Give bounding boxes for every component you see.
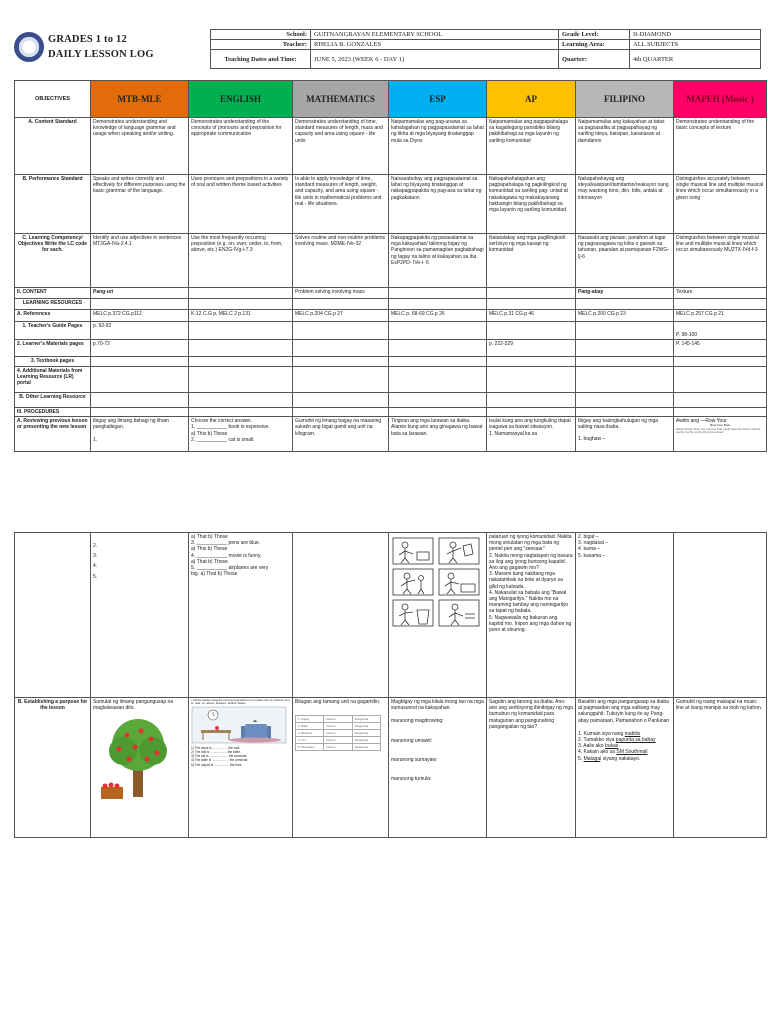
continued-english-line: a) This b) These: [191, 546, 228, 553]
children-activities-illustration: [391, 534, 483, 630]
competency-filipino: Nasasabi ang paraan, panahon at lugar ng pagsasagawa ng kilos o gawain sa tahanan, paaralan at pamayanan F2WG-Ij-6: [576, 234, 674, 288]
learners-materials-mapeh: P. 145-145: [674, 340, 767, 357]
content-mapeh: Texture: [674, 288, 767, 299]
filipino-sentence-4: 4. Kakain ako sa SM Southmall: [578, 749, 648, 756]
continued-english-line: 5. ___________ airplanes are very: [191, 565, 269, 572]
reviewing-ap: [487, 417, 576, 452]
objectives-header: OBJECTIVES: [15, 81, 91, 118]
reviewing-esp: Tingnan ang mga larawan sa ibaba. Alamin kung ano ang ginagawa ng bawat bata sa larawan.: [389, 417, 487, 452]
establishing-esp-item: marunong sumayaw:: [391, 756, 438, 763]
filipino-sentence-1: 1. Kumain siya nang mabilis: [578, 730, 641, 737]
performance-standard-mapeh: Distinguishes accurately between single musical line and multiple musical lines which occur simultaneously in a given song: [674, 175, 767, 234]
unit-choice-table: [295, 715, 381, 751]
content-standard-mtb: Demonstrates understanding and knowledge of language grammar and usage when speaking and/or writing.: [91, 118, 189, 175]
room-illustration: [191, 706, 287, 744]
unit-table-cell: Kilograma: [352, 730, 380, 737]
reviewing-filipino-text: Ibigay ang kasingkahulugan ng mga salitng nasa ibaba.: [578, 418, 659, 431]
continued-esp-illustration: [389, 533, 487, 698]
header-filipino: FILIPINO: [576, 81, 674, 118]
references-esp: MELC p. 68-69 CG.p 26: [389, 310, 487, 322]
performance-standard-ap: Nakapahahalagahan ang pagpapahalaga ng pagkilingkod ng komunidad sa sariling pag- unlad at nakakagawa ng makakayanang hakbangin bilang pakikibahagi sa mga layunin ng sariling komunidad: [487, 175, 576, 234]
reviewing-mtb-item: 1.: [93, 436, 98, 443]
establishing-mtb-text: Sumulat ng limang pangungusap na maglalarawan dito.: [93, 699, 174, 712]
teachers-guide-mapeh: P. 98-100: [674, 322, 767, 340]
content-standard-ap: Naipamamalas ang pagpapahalaga sa kagalingang pansibiko bilang pakikibahagi sa mga layunin ng sariling komunidad: [487, 118, 576, 175]
references-filipino: MELC p.200 CG.p 23: [576, 310, 674, 322]
establishing-english-item: 3) The cat is ..................... the armchair.: [191, 754, 248, 759]
continued-mtb-item: 5.: [93, 573, 98, 580]
row-label-content-standard: A. Content Standard: [15, 118, 91, 175]
establishing-esp-item: marunong tumula:: [391, 776, 432, 783]
establishing-esp: [389, 698, 487, 838]
row-label-establishing: B. Establishing a purpose for the lesson: [15, 698, 91, 838]
title-grades: GRADES 1 to 12: [48, 34, 127, 45]
quarter-value: 4th QUARTER: [630, 50, 761, 69]
continued-filipino: [576, 533, 674, 698]
unit-table-cell: Kilograma: [352, 737, 380, 744]
content-ap: [487, 288, 576, 299]
deped-seal-logo: [14, 32, 44, 62]
content-filipino: Pang-abay: [576, 288, 674, 299]
continued-mtb-item: 2.: [93, 543, 98, 549]
content-standard-esp: Naipamamalas ang pag-unawa sa kahalagahan ng pagpapasalamat sa lahat ng likha at mga biyayang tinatanggap mula sa Diyos: [389, 118, 487, 175]
continued-filipino-item: 4. kama –: [578, 546, 600, 553]
continued-filipino-item: 2. bigat –: [578, 534, 599, 540]
reviewing-english: [189, 417, 293, 452]
teacher-value: RHELIA B. GONZALES: [311, 40, 559, 50]
learning-resources-label: LEARNING RESOURCES: [15, 299, 91, 310]
establishing-english-item: 2) The ball is ................... the table.: [191, 750, 241, 754]
dates-value: JUNE 5, 2023 (WEEK 6 - DAY 1): [311, 50, 559, 69]
unit-table-cell: 2. Bata: [296, 723, 324, 730]
reviewing-filipino: [576, 417, 674, 452]
unit-table-cell: Gramo: [324, 723, 352, 730]
content-standard-english: Demonstrates understanding of the concepts of pronouns and preposition for appropriate communication: [189, 118, 293, 175]
reviewing-english-q1-options: a) This b) These: [191, 430, 228, 437]
performance-standard-mtb: Speaks and writes correctly and effectively for different purposes using the basic grammar of the language.: [91, 175, 189, 234]
references-mapeh: MELC p.257 CG.p 21: [674, 310, 767, 322]
continued-english-line: big. a) That b) Those: [191, 571, 238, 578]
grade-value: II-DIAMOND: [630, 30, 761, 40]
row-label-competency: C. Learning Competency/ Objectives Write the LC code for each.: [15, 234, 91, 288]
establishing-english-item: 1) The clock is ................. the wall.: [191, 745, 241, 750]
continued-filipino-item: 5. kasama –: [578, 552, 606, 559]
unit-table-cell: 1. Ibigay: [296, 716, 324, 723]
establishing-esp-text: Magbigay ng mga kilala mong tao na mga sumusunod na kakayahan.: [391, 699, 484, 712]
row-label-content: II. CONTENT: [15, 288, 91, 299]
grade-label: Grade Level:: [559, 30, 630, 40]
references-english: K-12 C.G p, MELC 2 p.131: [189, 310, 293, 322]
establishing-mapeh: Gumuhit ng isang makapal na music line at isang manipis sa loob ng kahon.: [674, 698, 767, 838]
row-label-references: A. References: [15, 310, 91, 322]
competency-math: Solves routine and non-routine problems involving mass. M2ME-IVe-32: [293, 234, 389, 288]
establishing-filipino: [576, 698, 674, 838]
establishing-english-item: 5) The carpet is ................. the floor.: [191, 762, 243, 767]
header-info-table: [210, 29, 761, 69]
reviewing-ap-item: 1. Namamasyal ka sa: [489, 430, 538, 437]
unit-table-cell: Gramo: [324, 744, 352, 751]
references-mtb: MELC p.372 CG.p112: [91, 310, 189, 322]
unit-table-cell: 5. Rowaaser: [296, 744, 324, 751]
reviewing-mtb-text: Ibigay ang limang bahagi ng liham pangkaibigan.: [93, 418, 169, 431]
learners-materials-mtb: p.70-72: [91, 340, 189, 357]
competency-english: Use the most frequently occurring preposition (e.g. on, over, under, to, from, above, etc.) EN2G-IVg-i-7.3: [189, 234, 293, 288]
school-value: GUITNANGBAYAN ELEMENTARY SCHOOL: [311, 30, 559, 40]
teacher-label: Teacher:: [211, 40, 311, 50]
establishing-esp-item: marunong umawit:: [391, 737, 433, 744]
content-english: [189, 288, 293, 299]
reviewing-math: Gumuhit ng limang bagay na maaaring sukatin ang bigat gamit ang unit na kilogram.: [293, 417, 389, 452]
content-standard-filipino: Naipamamalas ang kakayahan at tatas sa pagsasalita at pagpapahayag ng sariling ideya, kaisipan, karanasan at damdamin: [576, 118, 674, 175]
apple-tree-illustration: [93, 715, 185, 805]
continued-mtb-item: 4.: [93, 563, 98, 570]
row-label-textbook: 3. Textbook pages: [15, 357, 91, 367]
title-daily-lesson-log: DAILY LESSON LOG: [48, 49, 154, 60]
continued-mtb: [91, 533, 189, 698]
unit-table-cell: Gramo: [324, 716, 352, 723]
references-math: MELC p.204 CG.p 27: [293, 310, 389, 322]
row-label-reviewing: A. Reviewing previous lesson or presenting the new lesson: [15, 417, 91, 452]
establishing-mtb: [91, 698, 189, 838]
lesson-log-table: [14, 80, 767, 452]
song-sheet-title: Row Your Boat: [710, 423, 730, 428]
content-standard-mapeh: Demonstrates understanding of the basic concepts of texture: [674, 118, 767, 175]
row-label-additional-materials: 4. Additional Materials from Learning Resource (LR) portal: [15, 367, 91, 393]
unit-table-cell: 4. Pin: [296, 737, 324, 744]
establishing-math: [293, 698, 389, 838]
reviewing-mtb: [91, 417, 189, 452]
reviewing-mapeh: [674, 417, 767, 452]
row-label-learners-materials: 2. Learner's Materials pages: [15, 340, 91, 357]
performance-standard-esp: Naisasabuhay ang pagpapasalamat sa lahat ng biyayang tinatanggap at nakapagpapakita ng pag-asa sa lahat ng pagkakataon: [389, 175, 487, 234]
unit-table-cell: Kilograma: [352, 716, 380, 723]
performance-standard-filipino: Nakapahahayag ang ideya/kaisipan/damdamin/reaksyon nang may wastong tono, diin, bilis, antala at intonasyon: [576, 175, 674, 234]
learners-materials-ap: p. 222-229: [487, 340, 576, 357]
header-mathematics: MATHEMATICS: [293, 81, 389, 118]
reviewing-english-instruction: Choose the correct answer.: [191, 418, 252, 425]
unit-table-cell: Kilograma: [352, 744, 380, 751]
reviewing-english-q2: 2. ___________ cat is small.: [191, 436, 255, 443]
filipino-sentence-2: 2. Tumakbo siya papunta sa bahay: [578, 737, 656, 744]
filipino-sentence-3: 3. Aalis ako bukas: [578, 743, 619, 750]
row-label-other-resources: B. Other Learning Resource: [15, 393, 91, 408]
establishing-math-text: Bilugan ang tamang unit na gagamitin.: [295, 699, 381, 705]
continued-english: [189, 533, 293, 698]
continued-mtb-item: 3.: [93, 553, 98, 560]
teachers-guide-mtb: p. 92-92: [91, 322, 189, 340]
continued-english-line: a) That b) Those: [191, 558, 228, 565]
continued-english-line: a) That b) Those: [191, 534, 228, 540]
header-mapeh: MAPEH (Music ): [674, 81, 767, 118]
school-label: School:: [211, 30, 311, 40]
row-label-teachers-guide: 1. Teacher's Guide Pages: [15, 322, 91, 340]
unit-table-cell: 3. Butterfly: [296, 730, 324, 737]
establishing-english-instruction: I. Fill the blanks using the correct prepositions in,on,under,over, by, behind, next to, near, on, above, between, behind, below.: [191, 698, 290, 706]
establishing-ap: Sagutin ang tanong sa ibaba. Ano-ano ang serbisyong ibinibigay ng mga bumubuo ng komunidad para matugunan ang pangunahing pangangailan ng tao?: [487, 698, 576, 838]
reviewing-mapeh-text: Awitin ang —Row Your: [676, 418, 727, 425]
competency-ap: Natatalakay ang mga paglilingkod/ serbisyo ng mga kasapi ng komunidad: [487, 234, 576, 288]
row-label-performance-standard: B. Performance Standard: [15, 175, 91, 234]
header-ap: AP: [487, 81, 576, 118]
unit-table-cell: Kilograma: [352, 723, 380, 730]
competency-mtb: Identify and use adjectives in sentences MT2GA-IVa-2.4.1: [91, 234, 189, 288]
continued-english-line: 4. ___________ movie is funny.: [191, 552, 262, 559]
header-esp: ESP: [389, 81, 487, 118]
header-mtb-mle: MTB-MLE: [91, 81, 189, 118]
lesson-log-table-continued: [14, 532, 767, 838]
establishing-english: [189, 698, 293, 838]
establishing-english-item: 4) The table is ................... the armchair.: [191, 758, 249, 763]
header-english: ENGLISH: [189, 81, 293, 118]
content-mtb: Pang-uri: [91, 288, 189, 299]
continued-ap: palaruan ng iyong komunidad. Nakita mong sinulatan ng mga bata ng pentel pen ang "seesaw." 2. Nakita mong nagtatapon ng basura sa ilog ang iyong bunsong kapatid. Ano ang gagawin mo? 3. Marami kang nakitang mga nakatambak na bote at dyaryo sa gilid ng kalsada. 4. Nakasulat sa babala ang "Bawal ang Manigarilyo." Nakita mo na maraming tambay ang naninigarilyo sa tapat ng babala. 5. Nagwawalis ng bakuran ang kapitid mo. Inipon ang mga dahon ng puno at sinunog.: [487, 533, 576, 698]
competency-mapeh: Distinguishes between single musical line and multiple musical lines which occur simultaneously MU2TX-IVd-f-3: [674, 234, 767, 288]
song-sheet-lyrics: (Round Song) / Row, row, row your boat, gently down the stream / Merrily, merrily, merrily, merrily, life is but a dream: [676, 427, 761, 435]
references-ap: MELC p.31 CG.p 46: [487, 310, 576, 322]
continued-filipino-item: 3. nagdasal –: [578, 540, 609, 547]
area-value: ALL SUBJECTS: [630, 40, 761, 50]
performance-standard-math: Is able to apply knowledge of time, standard measures of length, weight, and capacity, and area using square - tile units in mathematical problems and real - life situations.: [293, 175, 389, 234]
unit-table-cell: Gramo: [324, 730, 352, 737]
reviewing-ap-text: Isulat kung ano ang tungkuling dapat isagawa sa bawat sitwasyon.: [489, 418, 571, 431]
content-esp: [389, 288, 487, 299]
content-math: Problem solving involving mass: [293, 288, 389, 299]
performance-standard-english: Uses pronouns and prepositions in a variety of oral and written theme based activities: [189, 175, 293, 234]
reviewing-english-q1: 1. ___________ book is expensive.: [191, 424, 270, 431]
filipino-sentence-5: 5. Matagal siyang nakatayo.: [578, 755, 641, 762]
continued-english-line: 3. ___________ pens are blue.: [191, 540, 261, 547]
quarter-label: Quarter:: [559, 50, 630, 69]
establishing-esp-item: marunong magdrowing:: [391, 718, 444, 725]
establishing-filipino-text: Basahin ang mga pangungusap sa ibaba at pagmasdan ang mga salitang may salungguhit. Tukuyin kung ito ay Pang-abay pamaraan, Pamanahon o Panlunan: [578, 699, 670, 724]
competency-esp: Nakapagpapakita ng pasasalamat sa mga kakayahan/ talinong bigay ng Panginoon sa pamamagitan pagbabahagi ng tagay na talino at kakayahan sa iba. EsP2PD- IVe-i- 6: [389, 234, 487, 288]
content-standard-math: Demonstrates understanding of time, standard measures of length, mass and capacity and area using square - tile units: [293, 118, 389, 175]
procedures-label: III. PROCEDURES: [15, 408, 91, 417]
dates-label: Teaching Dates and Time:: [211, 50, 311, 69]
area-label: Learning Area:: [559, 40, 630, 50]
reviewing-filipino-item: 1. bughaw –: [578, 435, 606, 442]
unit-table-cell: Gramo: [324, 737, 352, 744]
